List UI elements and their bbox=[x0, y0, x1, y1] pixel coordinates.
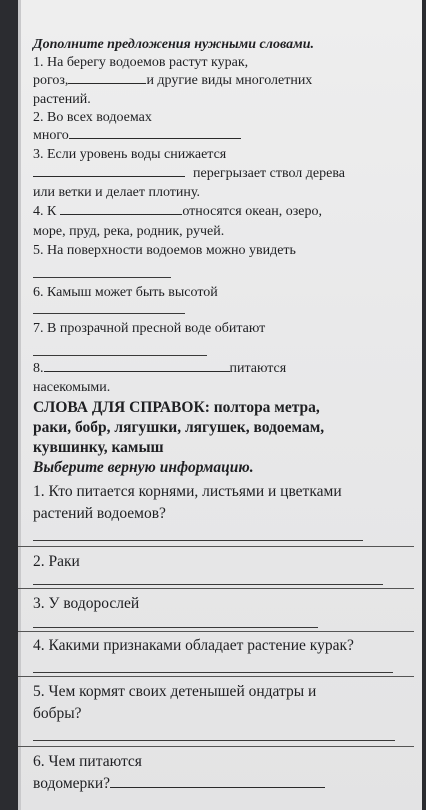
q4-line1-rest: относятся океан, озеро, bbox=[182, 204, 323, 219]
q1-blank[interactable] bbox=[68, 82, 146, 84]
ref-heading: СЛОВА ДЛЯ СПРАВОК: bbox=[33, 399, 210, 416]
q4-prefix: 4. К bbox=[33, 204, 57, 219]
q1-line2-rest: и другие виды многолетних bbox=[146, 73, 313, 88]
q2-line2 bbox=[33, 129, 241, 143]
t2-q3-line: 3. У водорослей bbox=[33, 595, 140, 612]
q8-number: 8. bbox=[33, 361, 44, 376]
q4-line1 bbox=[33, 205, 322, 219]
ref-line2: раки, бобр, лягушки, лягушек, водоемам, bbox=[33, 419, 325, 436]
t2-q4-answer-line[interactable] bbox=[33, 672, 393, 673]
q1-line1: 1. На берегу водоемов растут курак, bbox=[33, 55, 249, 70]
t2-q5-line1: 5. Чем кормят своих детенышей ондатры и bbox=[33, 683, 317, 700]
q3-line3: или ветки и делает плотину. bbox=[33, 185, 200, 200]
t2-q5-line2: бобры? bbox=[33, 705, 82, 722]
q4-blank[interactable] bbox=[60, 213, 182, 215]
q6-line: 6. Камыш может быть высотой bbox=[33, 285, 218, 300]
t2-separator-5 bbox=[18, 746, 414, 747]
t2-separator-4 bbox=[18, 676, 414, 677]
t2-q3-answer-line[interactable] bbox=[33, 627, 318, 628]
q8-blank[interactable] bbox=[44, 370, 230, 372]
q1-word-rogoz: рогоз, bbox=[33, 73, 69, 88]
t2-q6-blank[interactable] bbox=[110, 786, 325, 788]
q1-line2 bbox=[33, 74, 312, 88]
t2-q1-answer-line[interactable] bbox=[33, 540, 363, 541]
q5-answer-line[interactable] bbox=[33, 277, 171, 278]
t2-q2-line: 2. Раки bbox=[33, 553, 80, 570]
t2-q4-line: 4. Какими признаками обладает растение курак? bbox=[33, 637, 354, 654]
ref-line1 bbox=[33, 400, 320, 416]
q2-word-mnogo: много bbox=[33, 128, 69, 143]
q3-line2-text: перегрызает ствол дерева bbox=[193, 166, 345, 181]
t2-separator-3 bbox=[18, 631, 414, 632]
ref-words-1: полтора метра, bbox=[213, 399, 320, 416]
q7-line: 7. В прозрачной пресной воде обитают bbox=[33, 321, 266, 336]
q8-line2: насекомыми. bbox=[33, 380, 111, 395]
task1-title: Дополните предложения нужными словами. bbox=[33, 37, 314, 52]
q5-line: 5. На поверхности водоемов можно увидеть bbox=[33, 243, 296, 258]
t2-q2-answer-line[interactable] bbox=[33, 584, 383, 585]
q2-line1: 2. Во всех водоемах bbox=[33, 110, 152, 125]
task2-title: Выберите верную информацию. bbox=[33, 459, 254, 476]
paper-edge bbox=[18, 0, 21, 810]
q6-answer-line[interactable] bbox=[33, 313, 185, 314]
t2-q6-line1: 6. Чем питаются bbox=[33, 753, 142, 770]
q3-line1: 3. Если уровень воды снижается bbox=[33, 147, 227, 162]
q3-blank[interactable] bbox=[33, 175, 185, 177]
q4-line2: море, пруд, река, родник, ручей. bbox=[33, 224, 225, 239]
t2-q6-word: водомерки? bbox=[33, 775, 111, 792]
t2-q1-line2: растений водоемов? bbox=[33, 505, 166, 522]
q1-line3: растений. bbox=[33, 92, 91, 107]
t2-q5-answer-line[interactable] bbox=[33, 740, 395, 741]
q2-blank[interactable] bbox=[69, 137, 241, 139]
q8-line1-rest: питаются bbox=[229, 361, 287, 376]
q7-answer-line[interactable] bbox=[33, 355, 207, 356]
t2-q1-line1: 1. Кто питается корнями, листьями и цветками bbox=[33, 483, 342, 500]
t2-q6-line2 bbox=[33, 776, 325, 792]
q8-line1 bbox=[33, 362, 286, 376]
t2-separator-2 bbox=[18, 588, 414, 589]
ref-line3: кувшинку, камыш bbox=[33, 439, 164, 456]
t2-separator-1 bbox=[18, 546, 414, 547]
q3-line2 bbox=[33, 167, 345, 181]
